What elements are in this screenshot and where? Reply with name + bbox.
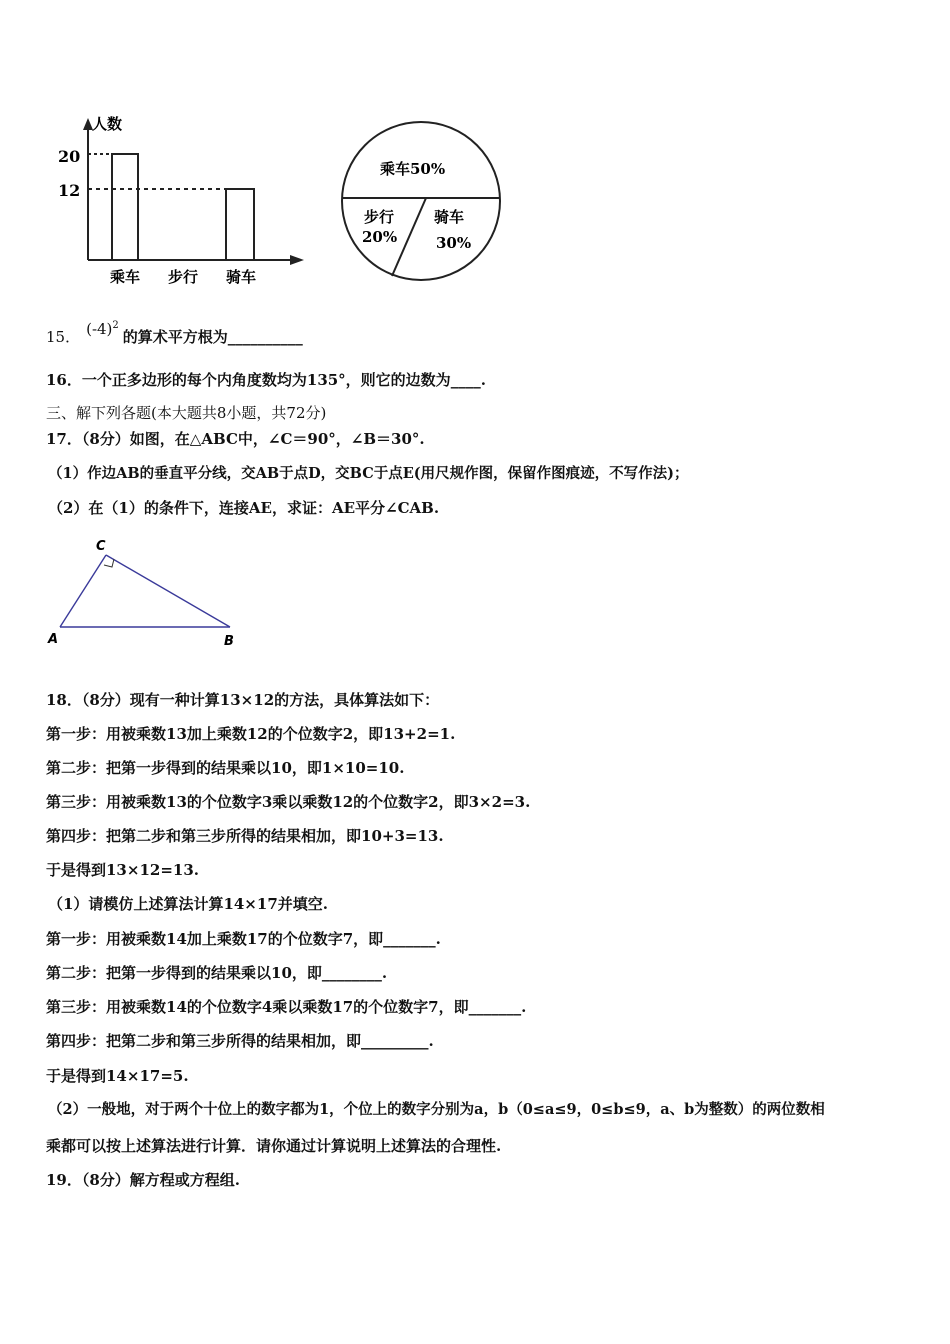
pie-label-qiche: 骑车 xyxy=(434,208,465,226)
triangle-side-cb xyxy=(106,555,230,627)
q15-expression xyxy=(86,320,119,338)
q18-part-1: （1）请模仿上述算法计算14×17并填空. xyxy=(48,895,328,913)
question-15 xyxy=(46,320,303,347)
question-17-part-1: （1）作边AB的垂直平分线，交AB于点D，交BC于点E(用尺规作图，保留作图痕迹，不写作法)； xyxy=(48,465,689,482)
bar-chart-x-axis-arrow xyxy=(290,255,304,265)
q18-task-4: 第四步：把第二步和第三步所得的结果相加，即_________. xyxy=(46,1032,434,1050)
bar-label-qiche: 骑车 xyxy=(226,268,257,286)
q18-step-4: 第四步：把第二步和第三步所得的结果相加，即10+3=13. xyxy=(46,827,444,845)
bar-label-buxing: 步行 xyxy=(168,268,199,286)
q18-step-1: 第一步：用被乘数13加上乘数12的个位数字2，即13+2=1. xyxy=(46,725,456,743)
q18-task-1: 第一步：用被乘数14加上乘数17的个位数字7，即_______. xyxy=(46,930,441,948)
pie-value-qiche: 30% xyxy=(436,234,472,252)
q18-step-3: 第三步：用被乘数13的个位数字3乘以乘数12的个位数字2，即3×2=3. xyxy=(46,793,531,811)
vertex-b-label: B xyxy=(224,634,234,649)
bar-chart-tick-20: 20 xyxy=(58,147,81,166)
pie-chart xyxy=(338,118,504,284)
bar-chart-tick-12: 12 xyxy=(58,181,81,200)
q18-step-2: 第二步：把第一步得到的结果乘以10，即1×10=10. xyxy=(46,759,405,777)
q18-result-1: 于是得到13×12=13. xyxy=(46,861,199,879)
pie-value-buxing: 20% xyxy=(362,228,398,246)
section-3-heading: 三、解下列各题(本大题共8小题，共72分) xyxy=(46,404,327,422)
bar-label-chengche: 乘车 xyxy=(110,268,141,286)
right-angle-mark xyxy=(104,559,114,567)
triangle-side-ac xyxy=(60,555,106,627)
q15-text: 的算术平方根为__________ xyxy=(122,328,303,346)
question-16: 16．一个正多边形的每个内角度数均为135°，则它的边数为____. xyxy=(46,371,486,389)
question-17-stem: 17．（8分）如图，在△ABC中，∠C＝90°，∠B＝30°. xyxy=(46,430,425,448)
bar-chart xyxy=(50,110,320,295)
q15-exponent: 2 xyxy=(112,320,119,331)
q18-part-2-line-1: （2）一般地，对于两个十位上的数字都为1，个位上的数字分别为a，b（0≤a≤9，0≤b≤9，a、b为整数）的两位数相 xyxy=(48,1101,825,1118)
question-17-part-2: （2）在（1）的条件下，连接AE，求证：AE平分∠CAB. xyxy=(48,499,440,517)
q18-task-2: 第二步：把第一步得到的结果乘以10，即________. xyxy=(46,964,388,982)
vertex-c-label: C xyxy=(96,539,106,554)
bar-chart-y-label: 人数 xyxy=(92,115,123,133)
q18-part-2-line-2: 乘都可以按上述算法进行计算．请你通过计算说明上述算法的合理性. xyxy=(46,1137,502,1155)
bar-qiche xyxy=(226,189,254,260)
q18-result-2: 于是得到14×17=5. xyxy=(46,1067,189,1085)
pie-outline xyxy=(342,122,500,280)
q15-number: 15． xyxy=(46,328,81,346)
vertex-a-label: A xyxy=(48,632,59,647)
bar-chengche xyxy=(112,154,138,260)
q18-task-3: 第三步：用被乘数14的个位数字4乘以乘数17的个位数字7，即_______. xyxy=(46,998,527,1016)
question-19: 19．（8分）解方程或方程组. xyxy=(46,1171,241,1189)
triangle-figure xyxy=(46,535,246,650)
q15-base: (-4) xyxy=(86,320,113,338)
pie-label-chengche: 乘车50% xyxy=(380,160,446,178)
question-18-stem: 18．（8分）现有一种计算13×12的方法，具体算法如下： xyxy=(46,691,440,709)
pie-label-buxing: 步行 xyxy=(364,208,395,226)
